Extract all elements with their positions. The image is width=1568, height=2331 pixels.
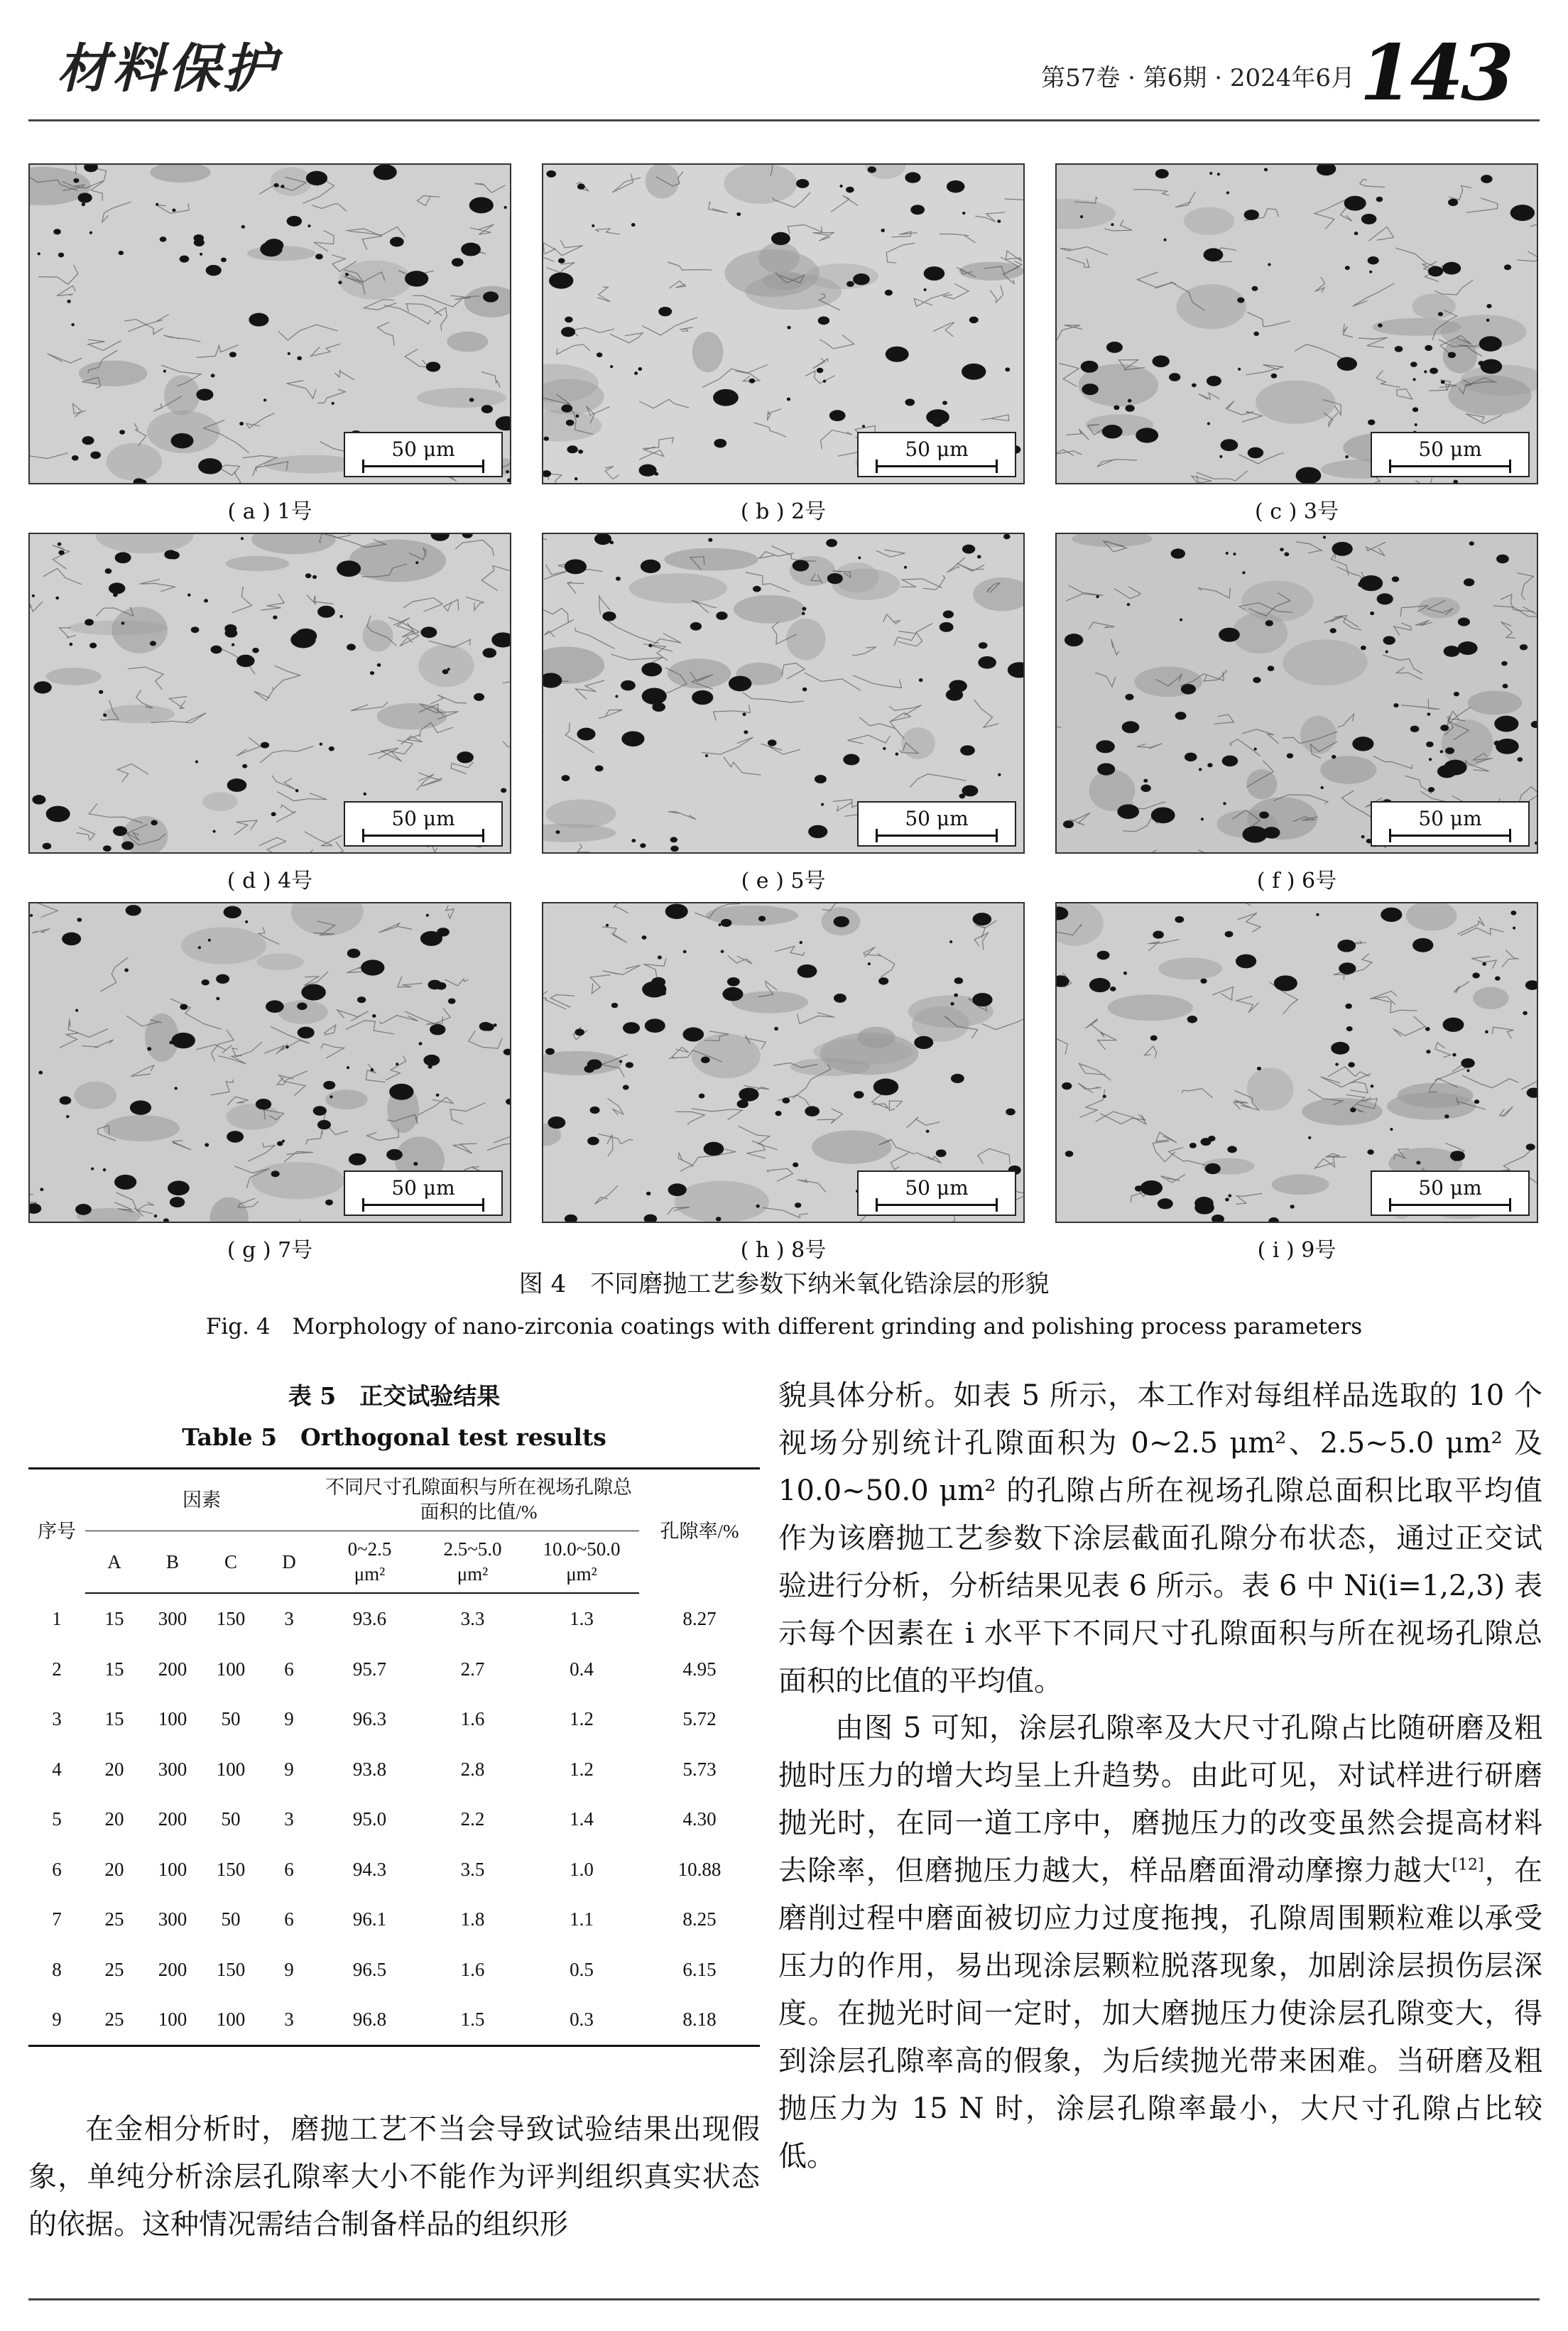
- table-row: [28, 1994, 760, 2045]
- figure-caption-en: Fig. 4 Morphology of nano-zirconia coatings with different grinding and polishing process parameters: [205, 1314, 1363, 1340]
- table-cell: 3: [284, 1608, 294, 1630]
- table-row: [28, 1644, 760, 1695]
- header-porosity: 孔隙率/%: [639, 1469, 760, 1594]
- table-cell: 20: [104, 1858, 124, 1880]
- table-cell: 4: [52, 1758, 62, 1780]
- table-cell: 5.73: [682, 1758, 717, 1780]
- table-row: [28, 1894, 760, 1945]
- table-cell: 8.18: [639, 1994, 760, 2045]
- panel-caption: ( e ) 5号: [741, 869, 826, 893]
- table-cell: 94.3: [352, 1858, 387, 1880]
- scale-bar: [857, 1170, 1016, 1216]
- table-cell: 200: [158, 1808, 187, 1830]
- table-cell: 4.30: [682, 1808, 717, 1830]
- issue-info: 第57卷 · 第6期 · 2024年6月: [1041, 64, 1355, 92]
- header-factors: 因素: [85, 1469, 318, 1531]
- scale-bar-label: 50 μm: [391, 807, 455, 830]
- table-cell: 9: [28, 1994, 85, 2045]
- figure-caption-cn: 图 4 不同磨抛工艺参数下纳米氧化锆涂层的形貌: [518, 1270, 1050, 1298]
- scale-bar-label: 50 μm: [905, 438, 969, 461]
- table-cell: 50: [221, 1808, 241, 1830]
- table-cell: 4.95: [682, 1658, 717, 1680]
- table-cell: 150: [216, 1608, 246, 1630]
- micrograph-panel: [28, 163, 511, 484]
- table-cell: 50: [221, 1708, 241, 1730]
- table-cell: 1.4: [570, 1808, 594, 1830]
- scale-bar-label: 50 μm: [391, 438, 455, 461]
- table-cell: 96.5: [352, 1958, 387, 1980]
- header-size-1: 0~2.5 μm²: [318, 1531, 421, 1594]
- table-cell: 5.72: [682, 1708, 717, 1730]
- table-row: [28, 1694, 760, 1744]
- header-ratio: 不同尺寸孔隙面积与所在视场孔隙总面积的比值/%: [318, 1469, 639, 1531]
- micrograph-panel: [542, 902, 1025, 1223]
- table-cell: 9: [284, 1958, 294, 1980]
- table-cell: 15: [104, 1608, 124, 1630]
- table-caption-cn: 表 5 正交试验结果: [288, 1382, 501, 1410]
- table-cell: 93.6: [352, 1608, 387, 1630]
- table-cell: 8: [52, 1958, 62, 1980]
- micrograph-panel: [28, 533, 511, 854]
- table-cell: 100: [158, 1858, 187, 1880]
- scale-bar-label: 50 μm: [905, 1176, 969, 1200]
- table-cell: 300: [158, 1608, 187, 1630]
- table-row: [28, 1945, 760, 1995]
- table-cell: 1.3: [570, 1608, 594, 1630]
- panel-caption: ( f ) 6号: [1256, 869, 1337, 893]
- table-cell: 0.5: [570, 1958, 594, 1980]
- scale-bar: [1371, 432, 1530, 477]
- table-cell: 300: [158, 1908, 187, 1930]
- table-cell: 1.1: [570, 1908, 594, 1930]
- table-cell: 15: [104, 1708, 124, 1730]
- table-cell: 100: [216, 1758, 246, 1780]
- micrograph-panel: [1055, 533, 1538, 854]
- table-cell: 1.8: [460, 1908, 485, 1930]
- table-cell: 25: [104, 1958, 124, 1980]
- table-caption-en: Table 5 Orthogonal test results: [182, 1423, 606, 1451]
- header-seq: 序号: [28, 1469, 85, 1594]
- table-cell: 100: [158, 1708, 187, 1730]
- panel-caption: ( a ) 1号: [227, 499, 312, 524]
- scale-bar: [857, 432, 1016, 477]
- table-cell: 2: [52, 1658, 62, 1680]
- table-row: [28, 1794, 760, 1844]
- table-cell: 7: [52, 1908, 62, 1930]
- micrograph-panel: [1055, 902, 1538, 1223]
- table-cell: 3.3: [460, 1608, 485, 1630]
- table-cell: 200: [158, 1958, 187, 1980]
- scale-bar: [344, 1170, 503, 1216]
- table-cell: 96.8: [318, 1994, 421, 2045]
- panel-caption: ( h ) 8号: [740, 1238, 827, 1263]
- table-cell: 1.6: [460, 1708, 485, 1730]
- scale-bar-label: 50 μm: [1418, 438, 1482, 461]
- table-cell: 25: [85, 1994, 143, 2045]
- table-cell: 15: [104, 1658, 124, 1680]
- table-cell: 6: [52, 1858, 62, 1880]
- header-rule: [28, 119, 1540, 121]
- scale-bar-label: 50 μm: [1418, 807, 1482, 830]
- micrograph-panel: [1055, 163, 1538, 484]
- table-cell: 2.8: [460, 1758, 485, 1780]
- table-cell: 96.1: [352, 1908, 387, 1930]
- table-cell: 5: [52, 1808, 62, 1830]
- table-cell: 0.4: [570, 1658, 594, 1680]
- table-cell: 6.15: [682, 1958, 717, 1980]
- table-cell: 9: [284, 1708, 294, 1730]
- table-cell: 20: [104, 1758, 124, 1780]
- table-cell: 300: [158, 1758, 187, 1780]
- panel-caption: ( d ) 4号: [227, 869, 313, 893]
- table-cell: 1: [52, 1607, 62, 1629]
- scale-bar-label: 50 μm: [905, 807, 969, 830]
- right-column-paragraph-1: 貌具体分析。如表 5 所示，本工作对每组样品选取的 10 个视场分别统计孔隙面积为 0~2.5 μm²、2.5~5.0 μm² 及 10.0~50.0 μm² 的孔隙占所在视场孔隙总面积比取平均值作为该磨抛工艺参数下涂层截面孔隙分布状态，通过正交试验进行分析，分析结果见表 6 所示。表 6 中 Ni(i=1,2,3) 表示每个因素在 i 水平下不同尺寸孔隙面积与所在视场孔隙总面积的比值的平均值。: [778, 1379, 1542, 1697]
- table-cell: 25: [104, 1908, 124, 1930]
- table-cell: 1.5: [421, 1994, 524, 2045]
- table-cell: 1.6: [460, 1958, 485, 1980]
- table-cell: 95.0: [352, 1808, 387, 1830]
- scale-bar: [344, 432, 503, 477]
- scale-bar: [344, 801, 503, 847]
- header-factor-c: C: [202, 1531, 260, 1594]
- citation-ref[interactable]: [12]: [1452, 1856, 1484, 1874]
- table-cell: 3.5: [460, 1858, 485, 1880]
- table-cell: 2.2: [460, 1808, 485, 1830]
- table-cell: 100: [143, 1994, 202, 2045]
- table-cell: 20: [104, 1808, 124, 1830]
- scale-bar: [857, 801, 1016, 847]
- header-factor-d: D: [260, 1531, 318, 1594]
- table-row: [28, 1744, 760, 1795]
- table-row: [28, 1593, 760, 1644]
- orthogonal-results-table: [28, 1467, 760, 2047]
- scale-bar: [1371, 1170, 1530, 1216]
- panel-caption: ( b ) 2号: [740, 499, 827, 524]
- table-cell: 8.27: [682, 1607, 717, 1629]
- table-cell: 93.8: [352, 1758, 387, 1780]
- micrograph-panel: [542, 163, 1025, 484]
- page-number: 143: [1359, 28, 1511, 118]
- table-cell: 3: [260, 1994, 318, 2045]
- table-cell: 8.25: [682, 1908, 717, 1930]
- table-cell: 3: [284, 1808, 294, 1830]
- header-factor-a: A: [85, 1531, 143, 1594]
- table-row: [28, 1844, 760, 1895]
- table-cell: 9: [284, 1758, 294, 1780]
- header-size-3: 10.0~50.0 μm²: [524, 1531, 639, 1594]
- table-cell: 1.2: [570, 1708, 594, 1730]
- table-cell: 1.2: [570, 1758, 594, 1780]
- table-cell: 95.7: [352, 1658, 387, 1680]
- panel-caption: ( g ) 7号: [227, 1238, 313, 1263]
- left-column-paragraph: 在金相分析时，磨抛工艺不当会导致试验结果出现假象，单纯分析涂层孔隙率大小不能作为评判组织真实状态的依据。这种情况需结合制备样品的组织形: [28, 2113, 760, 2241]
- table-cell: 2.7: [460, 1658, 485, 1680]
- table-cell: 6: [284, 1658, 294, 1680]
- table-cell: 150: [216, 1858, 246, 1880]
- table-cell: 3: [52, 1708, 62, 1730]
- table-cell: 0.3: [524, 1994, 639, 2045]
- journal-logo: 材料保护: [57, 38, 278, 99]
- micrograph-panel: [28, 902, 511, 1223]
- table-cell: 200: [158, 1658, 187, 1680]
- table-cell: 100: [216, 1658, 246, 1680]
- scale-bar: [1371, 801, 1530, 847]
- table-cell: 6: [284, 1858, 294, 1880]
- panel-caption: ( c ) 3号: [1255, 499, 1339, 524]
- table-cell: 50: [221, 1908, 241, 1930]
- table-cell: 6: [284, 1908, 294, 1930]
- header-size-2: 2.5~5.0 μm²: [421, 1531, 524, 1594]
- micrograph-panel: [542, 533, 1025, 854]
- right-column-paragraph-2: 由图 5 可知，涂层孔隙率及大尺寸孔隙占比随研磨及粗抛时压力的增大均呈上升趋势。由此可见，对试样进行研磨抛光时，在同一道工序中，磨抛压力的改变虽然会提高材料去除率，但磨抛压力越大，样品磨面滑动摩擦力越大[12]，在磨削过程中磨面被切应力过度拖拽，孔隙周围颗粒难以承受压力的作用，易出现涂层颗粒脱落现象，加剧涂层损伤层深度。在抛光时间一定时，加大磨抛压力使涂层孔隙变大，得到涂层孔隙率高的假象，为后续抛光带来困难。当研磨及粗抛压力为 15 N 时，涂层孔隙率最小，大尺寸孔隙占比较低。: [778, 1712, 1543, 2173]
- table-cell: 1.0: [570, 1858, 594, 1880]
- panel-caption: ( i ) 9号: [1257, 1238, 1336, 1263]
- footer-rule: [28, 2298, 1540, 2300]
- table-cell: 150: [216, 1958, 246, 1980]
- table-cell: 10.88: [677, 1858, 722, 1880]
- table-body: [28, 1593, 760, 2045]
- header-factor-b: B: [143, 1531, 202, 1594]
- scale-bar-label: 50 μm: [1418, 1176, 1482, 1200]
- table-cell: 100: [202, 1994, 260, 2045]
- scale-bar-label: 50 μm: [391, 1176, 455, 1200]
- table-cell: 96.3: [352, 1708, 387, 1730]
